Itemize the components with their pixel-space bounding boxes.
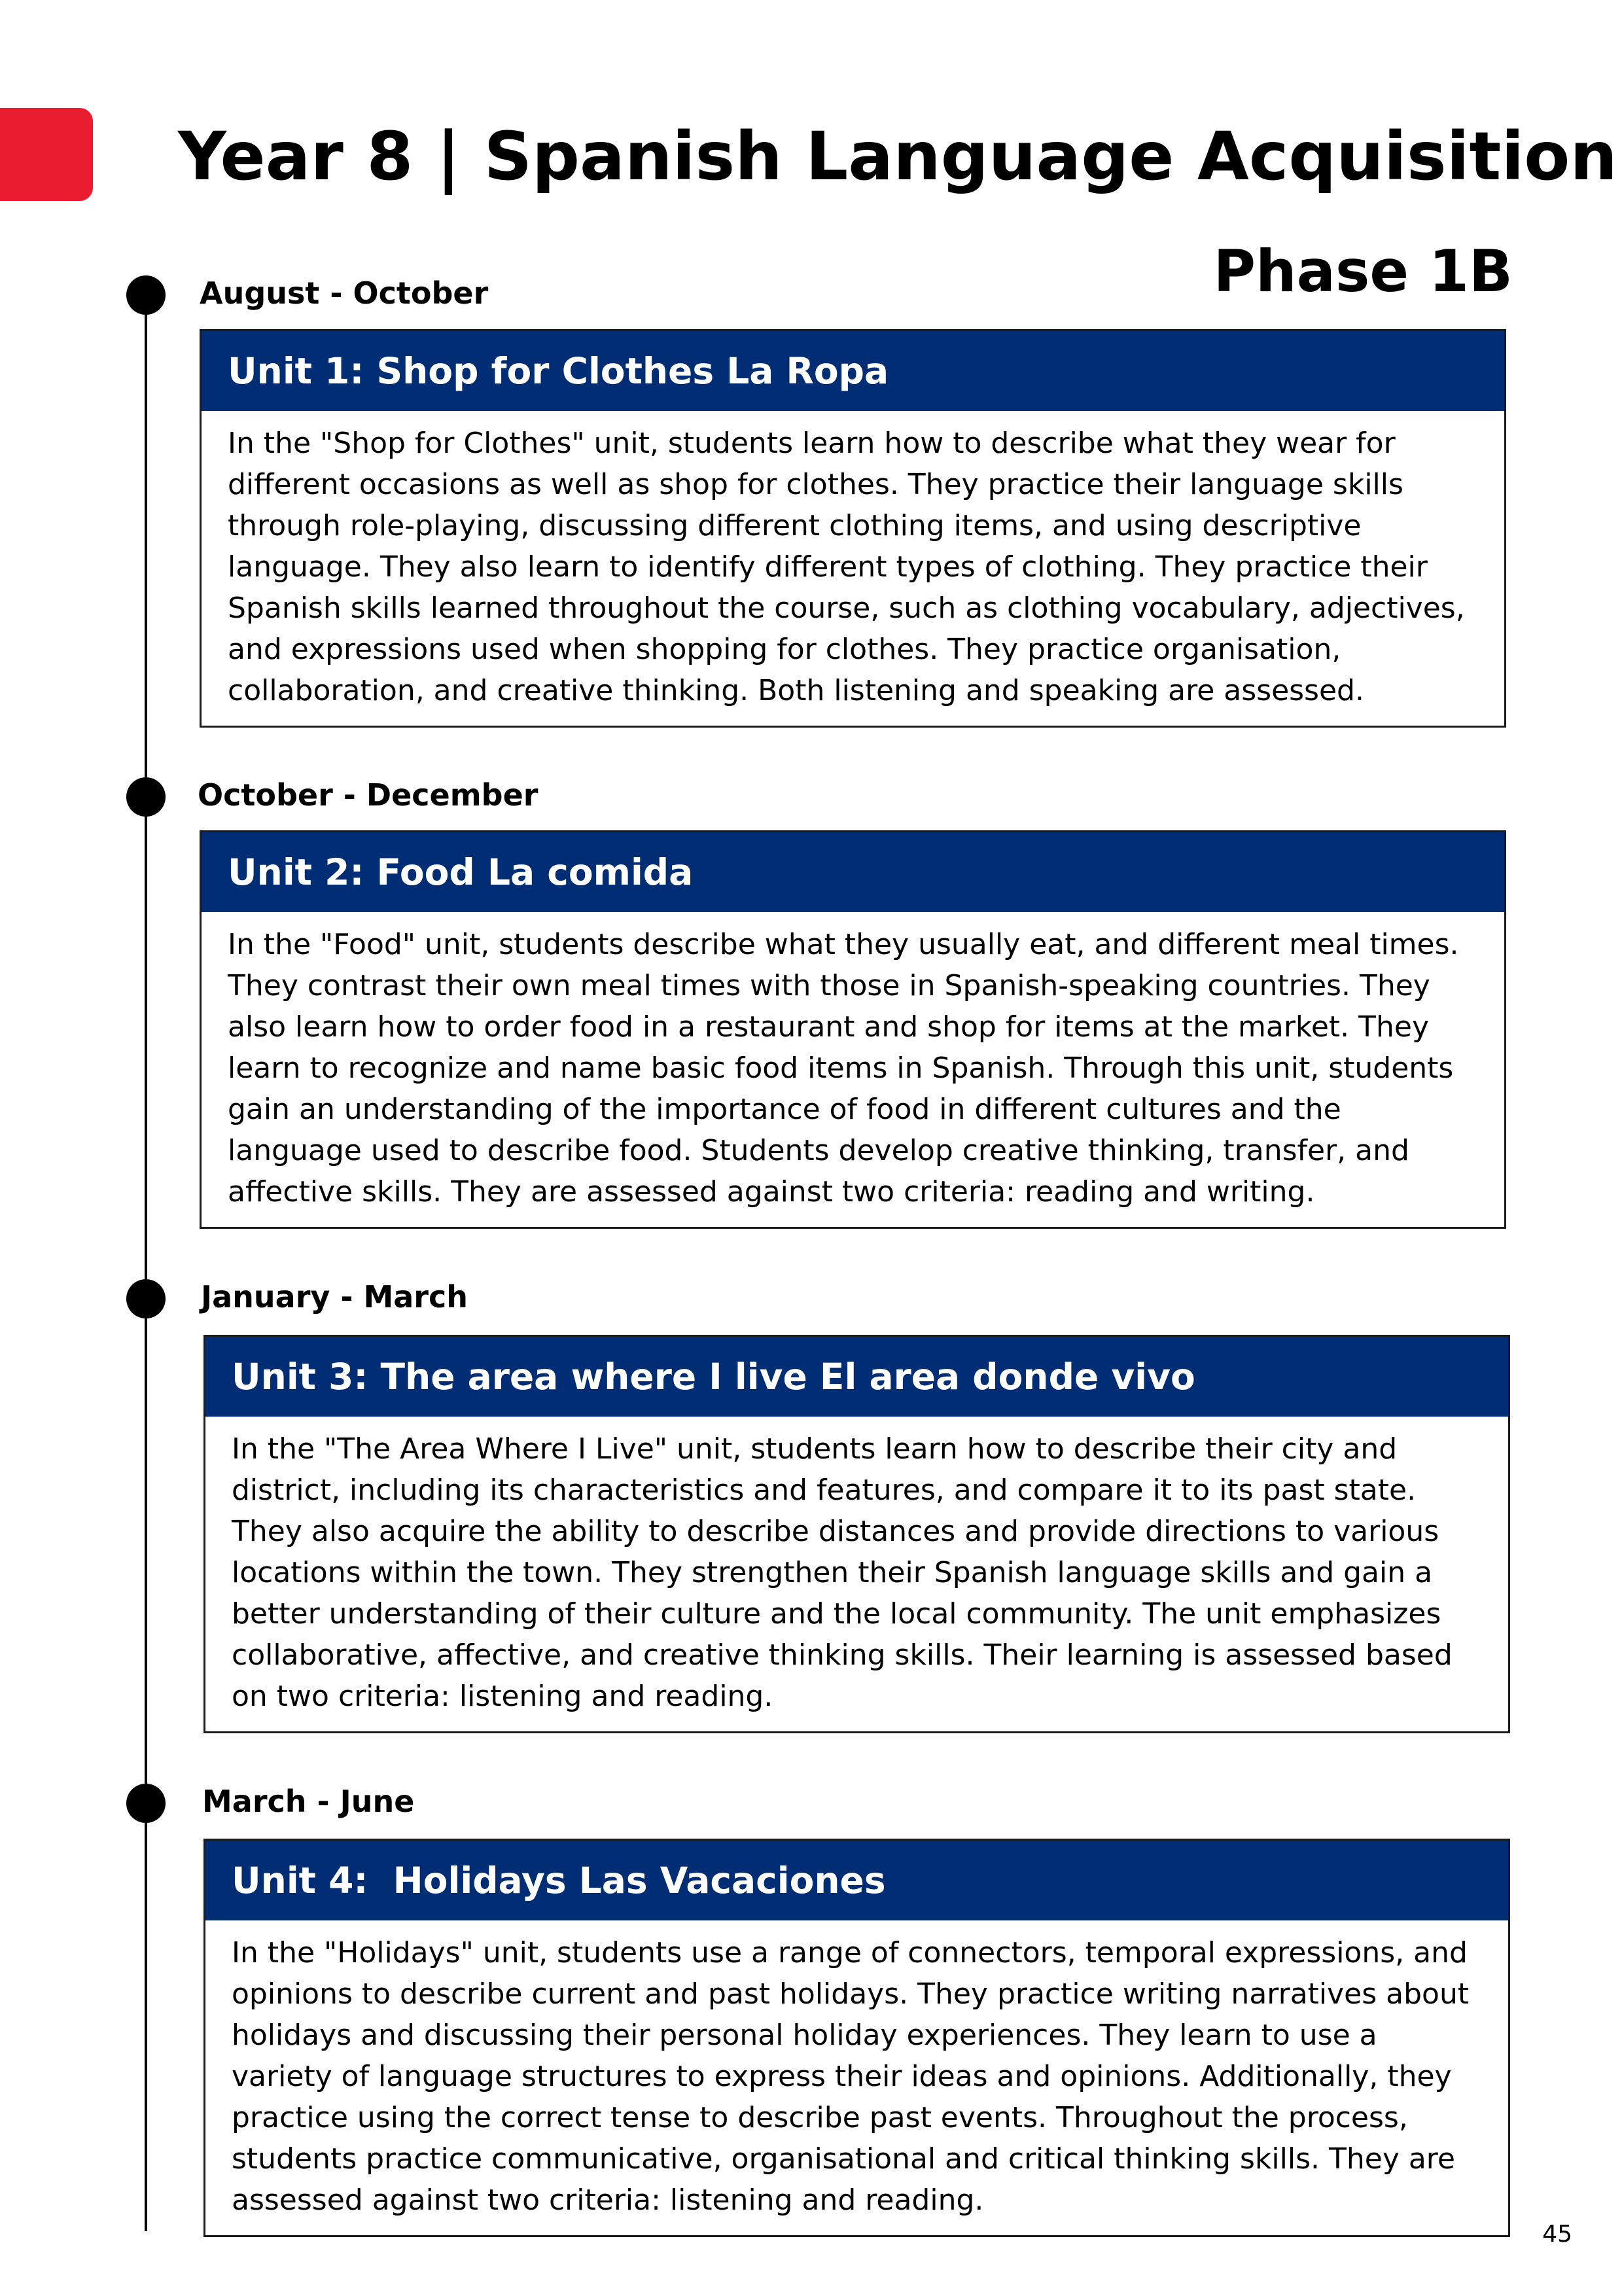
unit-title: Unit 1: Shop for Clothes La Ropa: [202, 331, 1504, 411]
unit-period: March - June: [202, 1784, 415, 1819]
timeline-line: [145, 294, 147, 2231]
unit-period: October - December: [198, 777, 538, 813]
unit-description: In the "Food" unit, students describe what they usually eat, and different meal times. They contrast their own meal times with those in Spanish-speaking countries. They also learn how to order food in a restaurant and shop for items at the market. They learn to recognize and name basic food items in Spanish. Through this unit, students gain an understanding of the importance of food in different cultures and the language used to describe food. Students develop creative thinking, transfer, and affective skills. They are assessed against two criteria: reading and writing.: [228, 928, 1459, 1209]
timeline-dot: [126, 275, 166, 315]
unit-card: [203, 1839, 1510, 2237]
red-accent-tab: [0, 108, 93, 201]
unit-description: In the "Holidays" unit, students use a range of connectors, temporal expressions, and opinions to describe current and past holidays. They practice writing narratives about holidays and discussing their personal holiday experiences. They learn to use a variety of language structures to express their ideas and opinions. Additionally, they practice using the correct tense to describe past events. Throughout the process, students practice communicative, organisational and critical thinking skills. They are assessed against two criteria: listening and reading.: [232, 1936, 1470, 2217]
unit-card: [200, 830, 1506, 1229]
unit-title: Unit 3: The area where I live El area donde vivo: [205, 1337, 1508, 1417]
unit-description: In the "Shop for Clothes" unit, students learn how to describe what they wear for different occasions as well as shop for clothes. They practice their language skills through role-playing, discussing different clothing items, and using descriptive language. They also learn to identify different types of clothing. They practice their Spanish skills learned throughout the course, such as clothing vocabulary, adjectives, and expressions used when shopping for clothes. They practice organisation, collaboration, and creative thinking. Both listening and speaking are assessed.: [228, 427, 1465, 707]
unit-period: January - March: [201, 1279, 468, 1315]
unit-period: August - October: [200, 275, 489, 311]
page-title: Year 8 | Spanish Language Acquisition: [178, 118, 1617, 196]
page-number: 45: [1542, 2221, 1572, 2248]
unit-title: Unit 2: Food La comida: [202, 832, 1504, 912]
timeline-dot: [126, 1784, 166, 1823]
timeline-dot: [126, 777, 166, 817]
timeline-dot: [126, 1279, 166, 1318]
unit-card: [203, 1335, 1510, 1733]
unit-title: Unit 4: Holidays Las Vacaciones: [205, 1841, 1508, 1920]
unit-description: In the "The Area Where I Live" unit, students learn how to describe their city and district, including its characteristics and features, and compare it to its past state. They also acquire the ability to describe distances and provide directions to various locations within the town. They strengthen their Spanish language skills and gain a better understanding of their culture and the local community. The unit emphasizes collaborative, affective, and creative thinking skills. Their learning is assessed based on two criteria: listening and reading.: [232, 1432, 1453, 1713]
phase-label: Phase 1B: [1213, 238, 1513, 305]
unit-card: [200, 329, 1506, 728]
